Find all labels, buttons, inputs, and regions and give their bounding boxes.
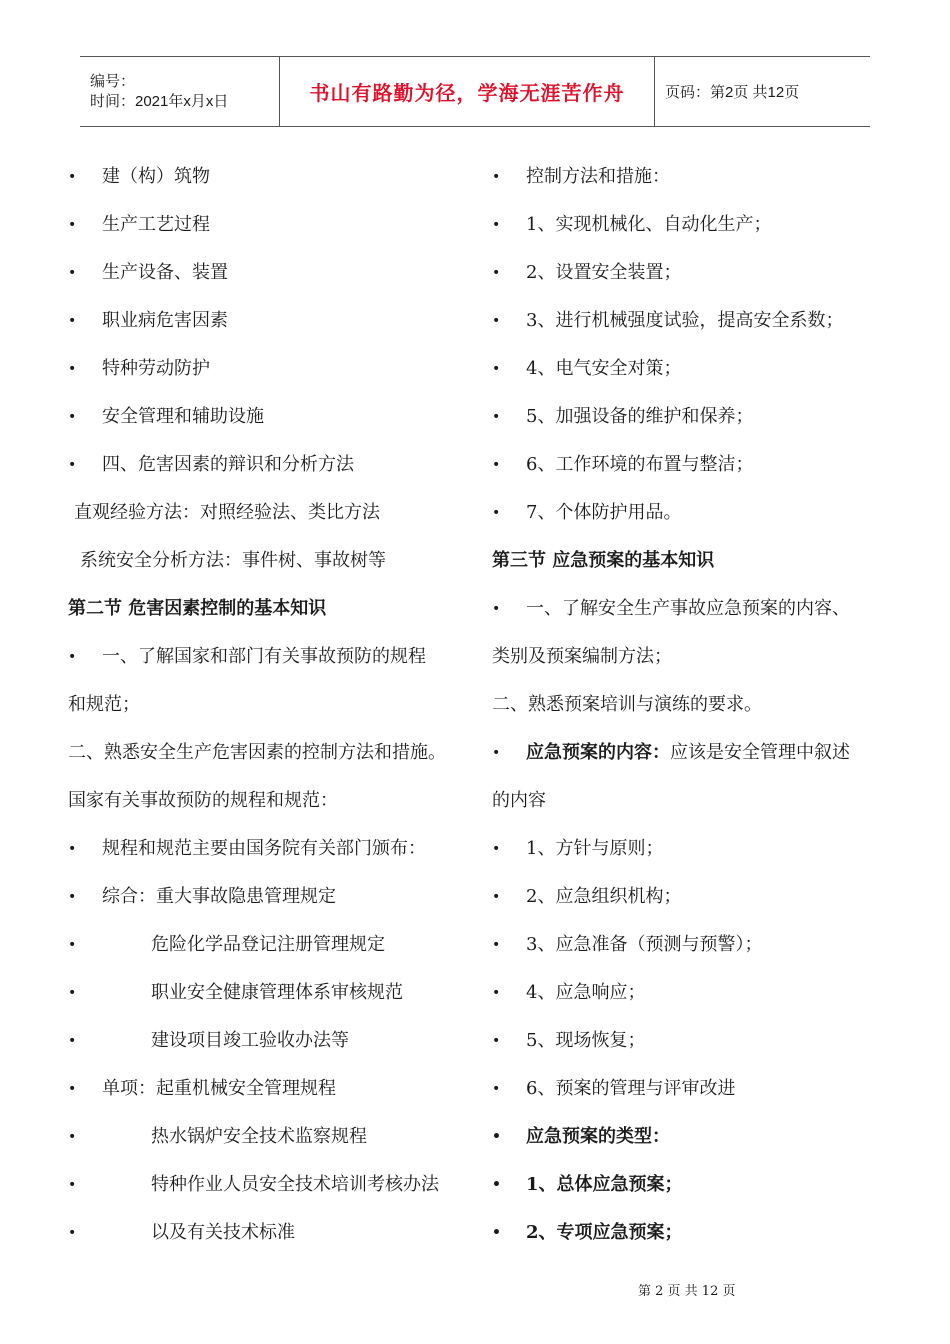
list-item: [492, 393, 892, 441]
list-item-text: 规程和规范主要由国务院有关部门颁布：: [102, 838, 426, 859]
bullet: •: [492, 841, 501, 857]
list-item: [492, 1065, 892, 1113]
list-item-text: 1、总体应急预案；: [526, 1174, 683, 1195]
list-item: [492, 969, 892, 1017]
list-item-text: 生产设备、装置: [102, 262, 228, 283]
list-item-text: 6、预案的管理与评审改进: [526, 1078, 736, 1099]
bullet: •: [68, 217, 77, 233]
bullet: •: [68, 313, 77, 329]
paragraph-text: 直观经验方法：对照经验法、类比方法: [74, 502, 380, 523]
paragraph: [492, 633, 892, 681]
list-item: [68, 297, 468, 345]
list-item-text: 四、危害因素的辩识和分析方法: [102, 454, 354, 475]
list-item: [492, 249, 892, 297]
paragraph: [492, 681, 892, 729]
list-item-text: 2、专项应急预案；: [526, 1222, 683, 1243]
list-item: [492, 1209, 892, 1257]
document-date: 时间：2021年x月x日: [90, 92, 229, 110]
section-heading: [68, 585, 468, 633]
section-heading-text: 第三节 应急预案的基本知识: [492, 550, 715, 571]
list-item: [492, 873, 892, 921]
bullet: •: [492, 1225, 501, 1241]
list-item-text: 4、电气安全对策；: [526, 358, 682, 379]
list-item: [492, 489, 892, 537]
bullet: •: [492, 1081, 501, 1097]
paragraph-text: 和规范；: [68, 694, 140, 715]
list-item: [68, 153, 468, 201]
bullet: •: [68, 1081, 77, 1097]
paragraph: [68, 777, 468, 825]
list-item: [492, 729, 892, 777]
list-item-text: 特种作业人员安全技术培训考核办法: [151, 1174, 439, 1195]
paragraph-text: 二、熟悉安全生产危害因素的控制方法和措施。: [68, 742, 446, 763]
list-item: [492, 1113, 892, 1161]
list-item: [492, 345, 892, 393]
bullet: •: [68, 409, 77, 425]
bullet: •: [492, 1177, 501, 1193]
paragraph-text: 二、熟悉预案培训与演练的要求。: [492, 694, 762, 715]
bullet: •: [68, 649, 77, 665]
list-item: [68, 1113, 468, 1161]
section-heading: [492, 537, 892, 585]
list-item-text: 职业病危害因素: [102, 310, 228, 331]
term-description: 应该是安全管理中叙述: [670, 742, 850, 763]
paragraph: [68, 729, 468, 777]
header-motto: 书山有路勤为径，学海无涯苦作舟: [280, 57, 655, 126]
page-header: [80, 56, 870, 127]
list-item: [68, 825, 468, 873]
bullet: •: [492, 361, 501, 377]
list-item: [492, 585, 892, 633]
right-column: [492, 153, 892, 1257]
paragraph-text: 系统安全分析方法：事件树、事故树等: [80, 550, 386, 571]
list-item: [68, 441, 468, 489]
header-page-number: 页码：第2页 共12页: [665, 84, 800, 101]
list-item: [68, 1065, 468, 1113]
list-item: [68, 633, 468, 681]
list-item-text: 2、设置安全装置；: [526, 262, 682, 283]
list-item: [68, 969, 468, 1017]
paragraph: [68, 489, 468, 537]
list-item-text: 6、工作环境的布置与整洁；: [526, 454, 754, 475]
bullet: •: [492, 1129, 501, 1145]
bullet: •: [492, 457, 501, 473]
bullet: •: [68, 1033, 77, 1049]
list-item-text: 2、应急组织机构；: [526, 886, 682, 907]
bullet: •: [492, 217, 501, 233]
paragraph: [492, 777, 892, 825]
list-item-text: 危险化学品登记注册管理规定: [151, 934, 385, 955]
list-item-text: 生产工艺过程: [102, 214, 210, 235]
list-item-text: 综合：重大事故隐患管理规定: [102, 886, 336, 907]
list-item-text: 5、现场恢复；: [526, 1030, 646, 1051]
bullet: •: [68, 457, 77, 473]
bullet: •: [492, 409, 501, 425]
bullet: •: [68, 841, 77, 857]
list-item: [68, 1209, 468, 1257]
bullet: •: [492, 313, 501, 329]
bullet: •: [68, 265, 77, 281]
bullet: •: [68, 985, 77, 1001]
list-item: [68, 1017, 468, 1065]
list-item: [68, 921, 468, 969]
list-item-text: 安全管理和辅助设施: [102, 406, 264, 427]
bold-term: 应急预案的内容：: [526, 742, 670, 763]
list-item-text: 建设项目竣工验收办法等: [151, 1030, 349, 1051]
document-number-label: 编号：: [90, 72, 136, 90]
bullet: •: [492, 601, 501, 617]
bullet: •: [492, 937, 501, 953]
list-item: [68, 201, 468, 249]
left-column: [68, 153, 468, 1257]
paragraph: [68, 537, 468, 585]
list-item-text: 一、了解国家和部门有关事故预防的规程: [102, 646, 426, 667]
bullet: •: [68, 1129, 77, 1145]
bullet: •: [492, 985, 501, 1001]
list-item-text: 3、应急准备（预测与预警）；: [526, 934, 763, 955]
list-item: [68, 345, 468, 393]
list-item: [68, 249, 468, 297]
bullet: •: [492, 169, 501, 185]
bullet: •: [492, 505, 501, 521]
list-item-text: 应急预案的类型：: [526, 1126, 670, 1147]
list-item: [492, 153, 892, 201]
list-item: [492, 1017, 892, 1065]
list-item: [492, 921, 892, 969]
list-item-text: 1、方针与原则；: [526, 838, 664, 859]
bullet: •: [492, 745, 501, 761]
list-item-text: 单项：起重机械安全管理规程: [102, 1078, 336, 1099]
list-item-text: 以及有关技术标准: [151, 1222, 295, 1243]
list-item: [68, 873, 468, 921]
list-item-text: 4、应急响应；: [526, 982, 646, 1003]
list-item-text: 3、进行机械强度试验，提高安全系数；: [526, 310, 844, 331]
list-item-text: 一、了解安全生产事故应急预案的内容、: [526, 598, 850, 619]
list-item-text: 5、加强设备的维护和保养；: [526, 406, 754, 427]
bullet: •: [68, 1225, 77, 1241]
list-item-text: 建（构）筑物: [102, 166, 210, 187]
list-item: [492, 1161, 892, 1209]
bullet: •: [68, 361, 77, 377]
list-item: [492, 825, 892, 873]
list-item: [492, 441, 892, 489]
list-item: [68, 1161, 468, 1209]
section-heading-text: 第二节 危害因素控制的基本知识: [68, 598, 327, 619]
list-item: [492, 201, 892, 249]
paragraph-text: 的内容: [492, 790, 546, 811]
list-item-text: 职业安全健康管理体系审核规范: [151, 982, 403, 1003]
list-item: [68, 393, 468, 441]
paragraph-text: 类别及预案编制方法；: [492, 646, 672, 667]
bullet: •: [68, 169, 77, 185]
bullet: •: [68, 937, 77, 953]
bullet: •: [492, 1033, 501, 1049]
paragraph: [68, 681, 468, 729]
list-item-text: 1、实现机械化、自动化生产；: [526, 214, 772, 235]
list-item-text: 热水锅炉安全技术监察规程: [151, 1126, 367, 1147]
bullet: •: [68, 889, 77, 905]
bullet: •: [68, 1177, 77, 1193]
paragraph-text: 国家有关事故预防的规程和规范：: [68, 790, 338, 811]
list-item: [492, 297, 892, 345]
bullet: •: [492, 889, 501, 905]
list-item-text: [526, 729, 850, 777]
list-item-text: 控制方法和措施：: [526, 166, 670, 187]
page-footer: 第 2 页 共 12 页: [638, 1284, 736, 1299]
list-item-text: 特种劳动防护: [102, 358, 210, 379]
header-meta: [80, 57, 280, 126]
bullet: •: [492, 265, 501, 281]
list-item-text: 7、个体防护用品。: [526, 502, 682, 523]
